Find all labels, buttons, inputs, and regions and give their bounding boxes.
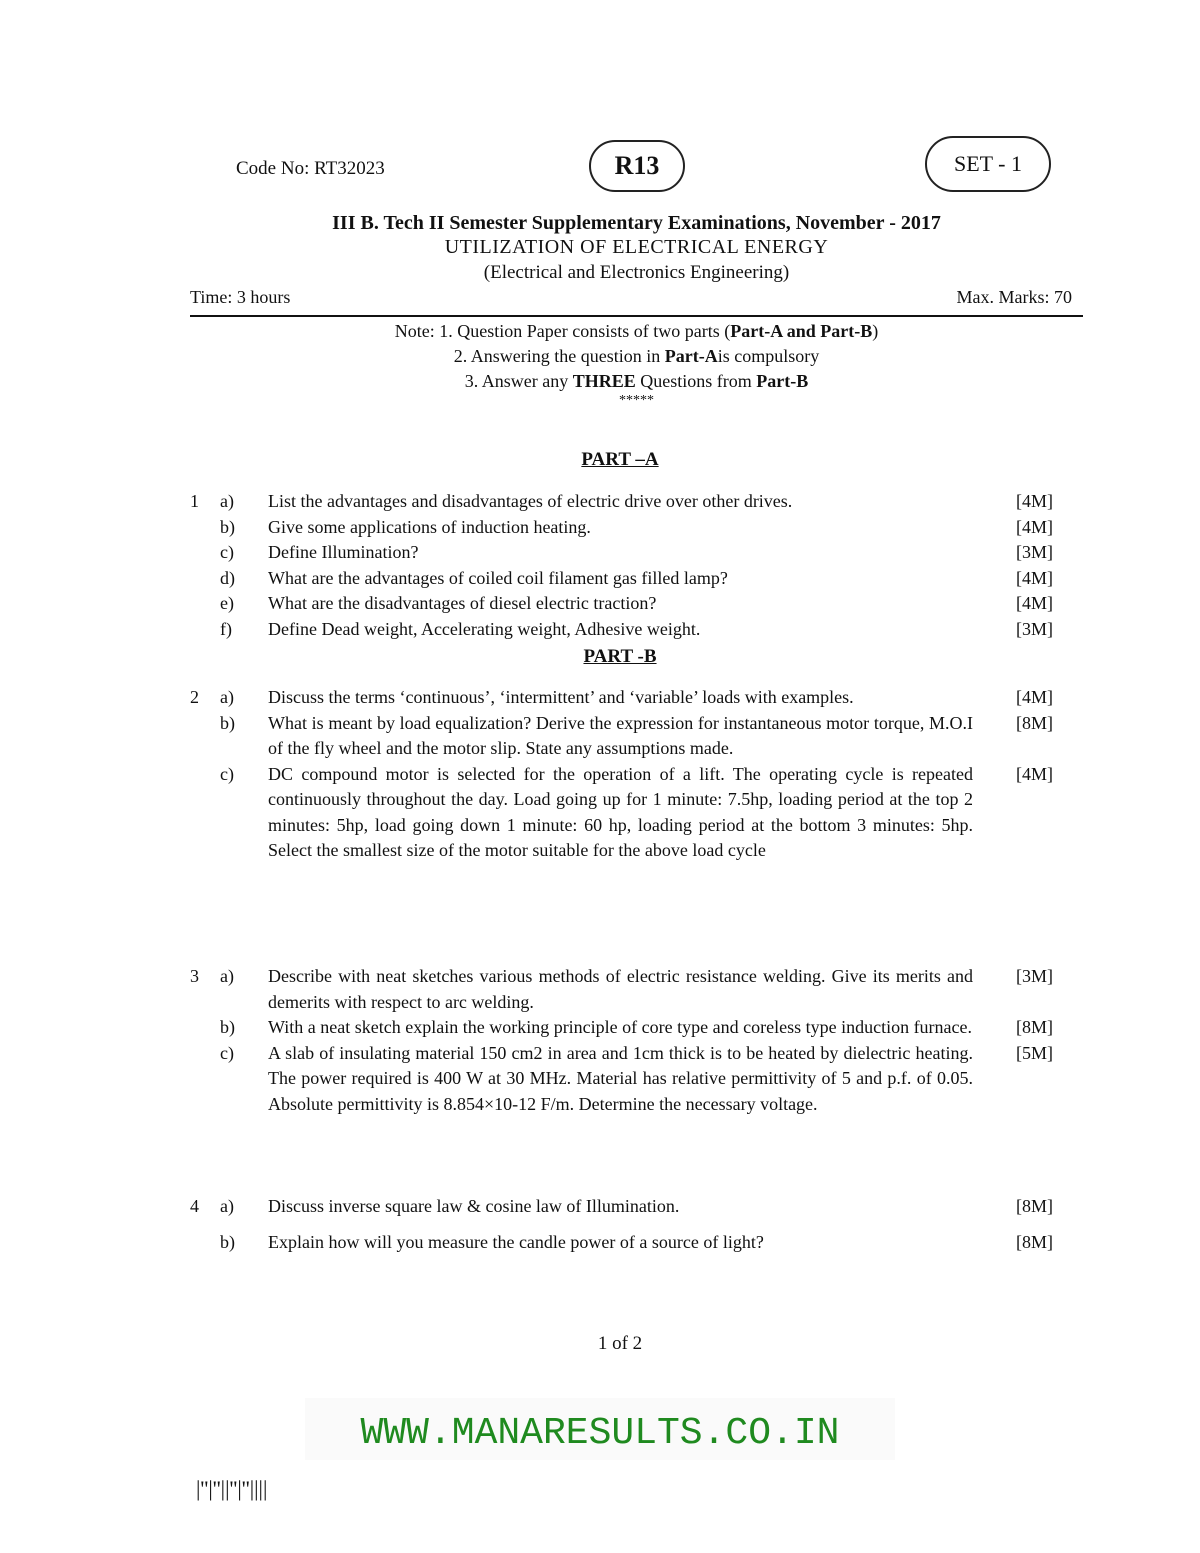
question-text: With a neat sketch explain the working principle of core type and coreless type induction furnace. — [268, 1017, 973, 1037]
question-number — [190, 591, 220, 617]
question-row — [190, 515, 1060, 541]
sub-question-label: b) — [220, 516, 235, 537]
question-row — [190, 489, 1060, 515]
question-number: 1 — [190, 491, 199, 511]
question-text: DC compound motor is selected for the operation of a lift. The operating cycle is repeated continuously throughout the day. Load going up for 1 minute: 7.5hp, loading period at the top 2 minutes: 5hp, load going down 1 minute: 60 hp, loading period at the bottom 3 minutes: 5hp. Select the smallest size of the motor suitable for the above load cycle — [268, 763, 973, 860]
question-row — [190, 964, 1060, 1015]
question-number — [190, 1041, 220, 1118]
question-marks: [8M] — [1016, 1017, 1053, 1037]
question-text: Define Illumination? — [268, 542, 419, 562]
question-2 — [190, 685, 1060, 864]
question-text: Give some applications of induction heating. — [268, 516, 591, 537]
part-b-heading: PART -B — [583, 646, 657, 667]
question-text: Describe with neat sketches various methods of electric resistance welding. Give its merits and demerits with respect to arc welding. — [268, 966, 973, 1012]
question-row — [190, 1194, 1060, 1220]
note-2: 2. Answering the question in Part-Ais compulsory — [453, 346, 820, 366]
question-number — [190, 762, 220, 864]
question-marks: [3M] — [1016, 542, 1053, 562]
question-number: 3 — [190, 966, 199, 986]
sub-question-label: b) — [220, 1017, 235, 1037]
sub-question-label: c) — [220, 763, 234, 784]
question-text: What is meant by load equalization? Derive the expression for instantaneous motor torque, M.O.I of the fly wheel and the motor slip. State any assumptions made. — [268, 712, 973, 758]
question-number: 2 — [190, 687, 199, 707]
sub-question-label: c) — [220, 1042, 234, 1063]
header-divider — [190, 315, 1083, 317]
question-marks: [3M] — [1016, 966, 1053, 986]
sub-question-label: a) — [220, 966, 234, 986]
question-number — [190, 540, 220, 566]
question-marks: [4M] — [1016, 763, 1053, 784]
question-4 — [190, 1194, 1060, 1255]
question-row — [190, 591, 1060, 617]
set-badge: SET - 1 — [925, 136, 1051, 192]
question-row — [190, 1230, 1060, 1256]
sub-question-label: d) — [220, 567, 235, 588]
regulation-badge: R13 — [589, 140, 685, 192]
sub-question-label: f) — [220, 618, 232, 639]
question-row — [190, 566, 1060, 592]
question-text: Discuss the terms ‘continuous’, ‘intermittent’ and ‘variable’ loads with examples. — [268, 687, 854, 707]
note-3: 3. Answer any THREE Questions from Part-B — [464, 371, 809, 391]
stars-separator: ***** — [619, 393, 654, 408]
question-marks: [8M] — [1016, 712, 1053, 733]
question-row — [190, 1041, 1060, 1118]
question-marks: [4M] — [1016, 516, 1053, 537]
question-number — [190, 711, 220, 762]
question-marks: [4M] — [1016, 491, 1053, 511]
question-row — [190, 617, 1060, 643]
question-row — [190, 1015, 1060, 1041]
watermark-url: WWW.MANARESULTS.CO.IN — [360, 1412, 840, 1455]
question-marks: [4M] — [1016, 687, 1053, 707]
max-marks: Max. Marks: 70 — [956, 287, 1072, 307]
exam-duration: Time: 3 hours — [190, 287, 291, 307]
subject-title: UTILIZATION OF ELECTRICAL ENERGY — [444, 236, 829, 258]
sub-question-label: a) — [220, 687, 234, 707]
question-row — [190, 711, 1060, 762]
question-text: List the advantages and disadvantages of electric drive over other drives. — [268, 491, 793, 511]
question-number — [190, 566, 220, 592]
question-number — [190, 1015, 220, 1041]
question-row — [190, 685, 1060, 711]
code-number: Code No: RT32023 — [236, 158, 385, 179]
question-text: What are the disadvantages of diesel electric traction? — [268, 593, 657, 613]
question-text: Explain how will you measure the candle power of a source of light? — [268, 1231, 764, 1252]
question-number — [190, 1230, 220, 1256]
question-text: A slab of insulating material 150 cm2 in area and 1cm thick is to be heated by dielectric heating. The power required is 400 W at 30 MHz. Material has relative permittivity of 5 and p.f. of 0.05. Absolute permittivity is 8.854×10-12 F/m. Determine the necessary voltage. — [268, 1042, 973, 1114]
question-text: What are the advantages of coiled coil filament gas filled lamp? — [268, 567, 728, 588]
question-number — [190, 617, 220, 643]
part-a-heading: PART –A — [581, 449, 659, 470]
sub-question-label: e) — [220, 593, 234, 613]
part-a-questions — [190, 489, 1060, 642]
question-number: 4 — [190, 1196, 199, 1216]
question-text: Discuss inverse square law & cosine law of Illumination. — [268, 1196, 680, 1216]
sub-question-label: b) — [220, 1231, 235, 1252]
question-marks: [5M] — [1016, 1042, 1053, 1063]
question-3 — [190, 964, 1060, 1117]
question-row — [190, 540, 1060, 566]
sub-question-label: c) — [220, 542, 234, 562]
question-marks: [4M] — [1016, 567, 1053, 588]
note-1: Note: 1. Question Paper consists of two parts (Part-A and Part-B) — [394, 321, 879, 341]
page-number: 1 of 2 — [597, 1333, 643, 1354]
instructions — [190, 319, 1083, 412]
question-text: Define Dead weight, Accelerating weight, Adhesive weight. — [268, 618, 701, 639]
branch-name: (Electrical and Electronics Engineering) — [483, 262, 790, 283]
barcode: |''|''||''|''|||| — [196, 1476, 268, 1501]
question-marks: [8M] — [1016, 1231, 1053, 1252]
question-marks: [4M] — [1016, 593, 1053, 613]
question-row — [190, 762, 1060, 864]
question-marks: [8M] — [1016, 1196, 1053, 1216]
sub-question-label: a) — [220, 491, 234, 511]
sub-question-label: b) — [220, 712, 235, 733]
sub-question-label: a) — [220, 1196, 234, 1216]
question-marks: [3M] — [1016, 618, 1053, 639]
exam-title: III B. Tech II Semester Supplementary Examinations, November - 2017 — [332, 212, 941, 234]
question-number — [190, 515, 220, 541]
